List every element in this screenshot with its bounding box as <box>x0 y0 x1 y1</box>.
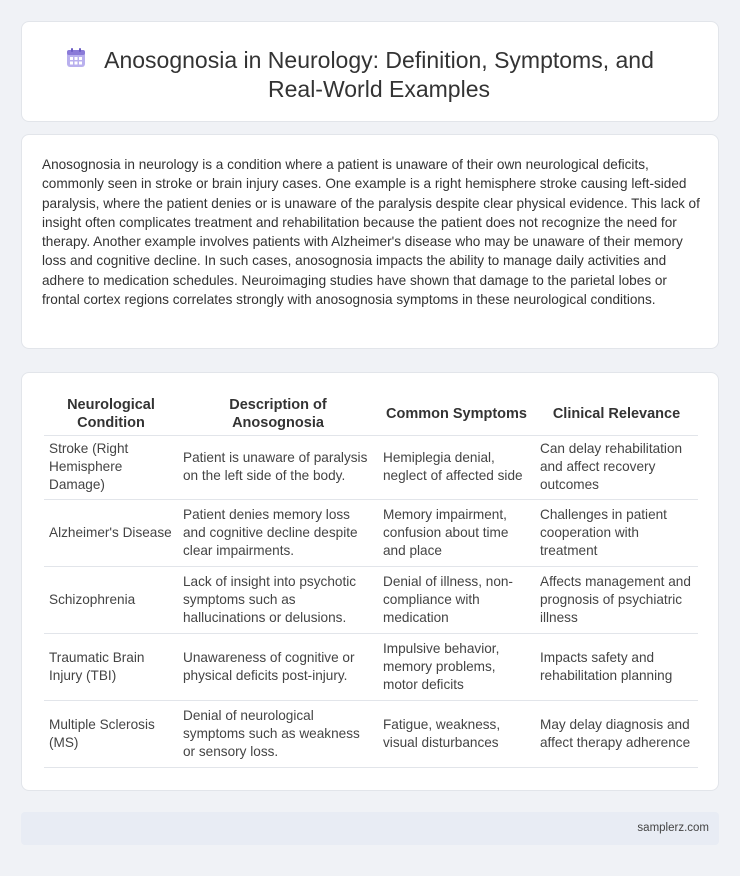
conditions-table <box>44 393 698 768</box>
intro-paragraph: Anosognosia in neurology is a condition where a patient is unaware of their own neurological deficits, commonly seen in stroke or brain injury cases. One example is a right hemisphere stroke causing left-sided paralysis, where the patient denies or is unaware of the paralysis despite clear physical evidence. This lack of insight often complicates treatment and rehabilitation because the patient does not recognize the need for therapy. Another example involves patients with Alzheimer's disease who may be unaware of their memory loss and cognitive decline. In such cases, anosognosia impacts the ability to manage daily activities and adhere to medication schedules. Neuroimaging studies have shown that damage to the parietal lobes or frontal cortex regions correlates strongly with anosognosia symptoms in these neurological conditions. <box>42 157 700 308</box>
table-header-row <box>44 393 698 435</box>
table-cell: Unawareness of cognitive or physical deficits post-injury. <box>178 633 378 700</box>
table-cell: Challenges in patient cooperation with treatment <box>535 499 698 566</box>
footer-site-link[interactable]: samplerz.com <box>637 822 709 834</box>
column-header: Common Symptoms <box>378 393 535 435</box>
table-cell: Memory impairment, confusion about time and place <box>378 499 535 566</box>
column-header: Description of Anosognosia <box>178 393 378 435</box>
page-title: Anosognosia in Neurology: Definition, Symptoms, and Real-World Examples <box>104 47 654 102</box>
table-cell: Denial of illness, non-compliance with medication <box>378 566 535 633</box>
table-cell: Hemiplegia denial, neglect of affected side <box>378 435 535 499</box>
column-header: Clinical Relevance <box>535 393 698 435</box>
header-card <box>21 21 719 122</box>
table-row <box>44 435 698 499</box>
intro-card <box>21 134 719 349</box>
table-cell: Lack of insight into psychotic symptoms such as hallucinations or delusions. <box>178 566 378 633</box>
table-cell: Impacts safety and rehabilitation planning <box>535 633 698 700</box>
table-row <box>44 499 698 566</box>
table-cell: Denial of neurological symptoms such as weakness or sensory loss. <box>178 700 378 767</box>
table-cell: Schizophrenia <box>44 566 178 633</box>
table-cell: Affects management and prognosis of psychiatric illness <box>535 566 698 633</box>
table-cell: Multiple Sclerosis (MS) <box>44 700 178 767</box>
table-row <box>44 700 698 767</box>
table-cell: Impulsive behavior, memory problems, motor deficits <box>378 633 535 700</box>
table-cell: Can delay rehabilitation and affect recovery outcomes <box>535 435 698 499</box>
table-cell: Patient is unaware of paralysis on the left side of the body. <box>178 435 378 499</box>
table-cell: Alzheimer's Disease <box>44 499 178 566</box>
column-header: Neurological Condition <box>44 393 178 435</box>
table-cell: Stroke (Right Hemisphere Damage) <box>44 435 178 499</box>
table-card <box>21 372 719 791</box>
table-cell: Patient denies memory loss and cognitive decline despite clear impairments. <box>178 499 378 566</box>
table-cell: Fatigue, weakness, visual disturbances <box>378 700 535 767</box>
table-cell: Traumatic Brain Injury (TBI) <box>44 633 178 700</box>
table-row <box>44 566 698 633</box>
table-row <box>44 633 698 700</box>
table-cell: May delay diagnosis and affect therapy adherence <box>535 700 698 767</box>
footer-bar <box>21 812 719 845</box>
